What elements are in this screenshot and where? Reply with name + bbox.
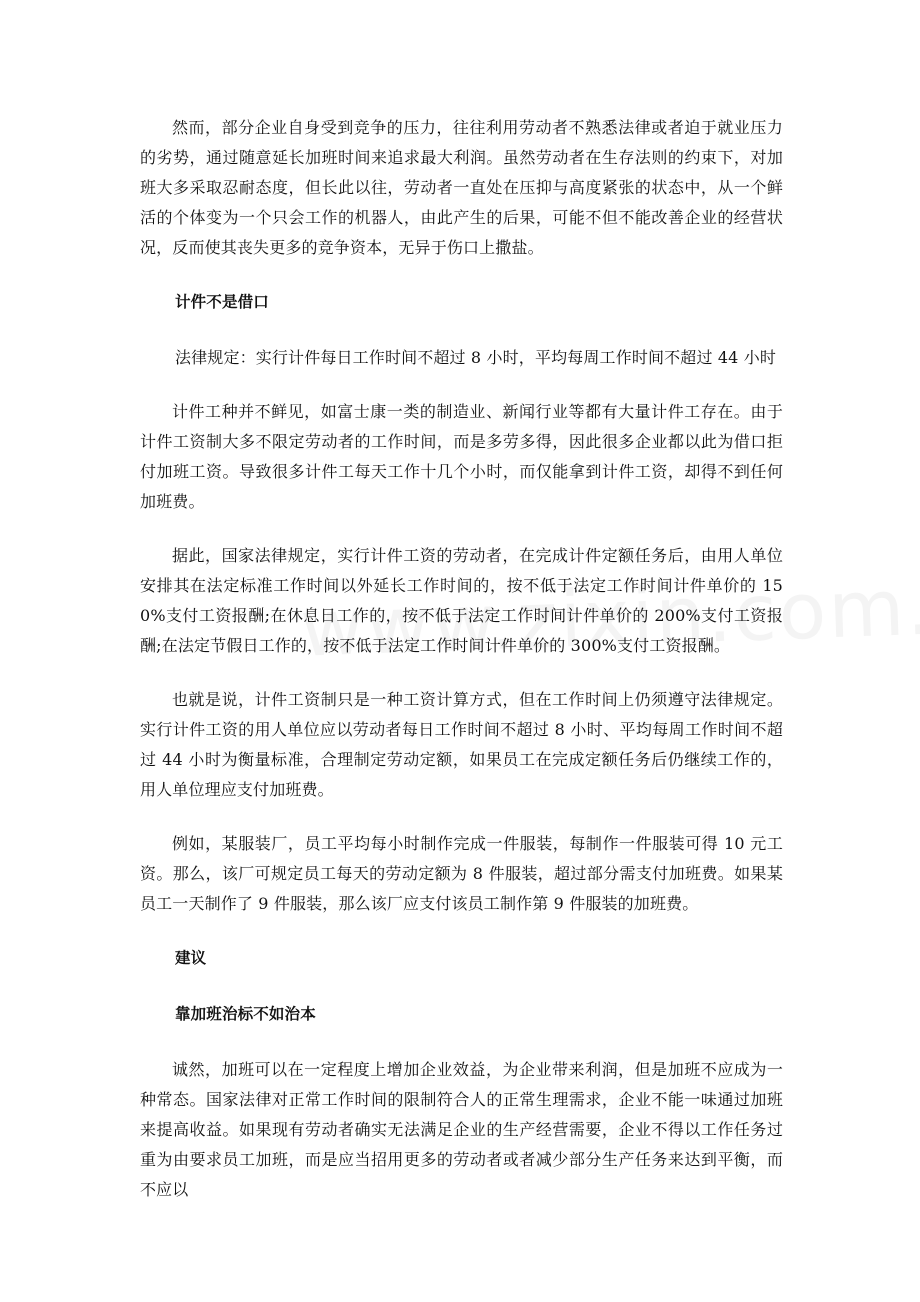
paragraph-explanation: 也就是说，计件工资制只是一种工资计算方式，但在工作时间上仍须遵守法律规定。实行计件工资的用人单位应以劳动者每日工作时间不超过 8 小时、平均每周工作时间不超过 44 小时为衡量标准，合理制定劳动定额，如果员工在完成定额任务后仍继续工作的，用人单位理应支付加班费。: [140, 690, 783, 799]
paragraph-intro: 然而，部分企业自身受到竞争的压力，往往利用劳动者不熟悉法律或者迫于就业压力的劣势，通过随意延长加班时间来追求最大利润。虽然劳动者在生存法则的约束下，对加班大多采取忍耐态度，但长此以往，劳动者一直处在压抑与高度紧张的状态中，从一个鲜活的个体变为一个只会工作的机器人，由此产生的后果，可能不但不能改善企业的经营状况，反而使其丧失更多的竞争资本，无异于伤口上撒盐。: [140, 118, 783, 257]
paragraph-example: 例如，某服装厂，员工平均每小时制作完成一件服装，每制作一件服装可得 10 元工资。那么，该厂可规定员工每天的劳动定额为 8 件服装，超过部分需支付加班费。如果某员工一天制作了 9 件服装，那么该厂应支付该员工制作第 9 件服装的加班费。: [140, 834, 783, 913]
section-heading-piecework: 计件不是借口: [175, 293, 269, 311]
section-heading-suggestion: 建议: [175, 949, 207, 967]
legal-rule-text: 法律规定：实行计件每日工作时间不超过 8 小时，平均每周工作时间不超过 44 小时: [175, 348, 777, 367]
document-body: [140, 113, 783, 1229]
paragraph-piecework-overview: 计件工种并不鲜见，如富士康一类的制造业、新闻行业等都有大量计件工存在。由于计件工资制大多不限定劳动者的工作时间，而是多劳多得，因此很多企业都以此为借口拒付加班工资。导致很多计件工每天工作十几个小时，而仅能拿到计件工资，却得不到任何加班费。: [140, 402, 783, 511]
paragraph-legal-provisions: 据此，国家法律规定，实行计件工资的劳动者，在完成计件定额任务后，由用人单位安排其在法定标准工作时间以外延长工作时间的，按不低于法定工作时间计件单价的 150%支付工资报酬;在休息日工作的，按不低于法定工作时间计件单价的 200%支付工资报酬;在法定节假日工作的，按不低于法定工作时间计件单价的 300%支付工资报酬。: [140, 546, 783, 655]
subsection-heading-root-cause: 靠加班治标不如治本: [175, 1005, 316, 1023]
paragraph-conclusion: 诚然，加班可以在一定程度上增加企业效益，为企业带来利润，但是加班不应成为一种常态。国家法律对正常工作时间的限制符合人的正常生理需求，企业不能一味通过加班来提高收益。如果现有劳动者确实无法满足企业的生产经营需要，企业不得以工作任务过重为由要求员工加班，而是应当招用更多的劳动者或者减少部分生产任务来达到平衡，而不应以: [140, 1060, 783, 1199]
